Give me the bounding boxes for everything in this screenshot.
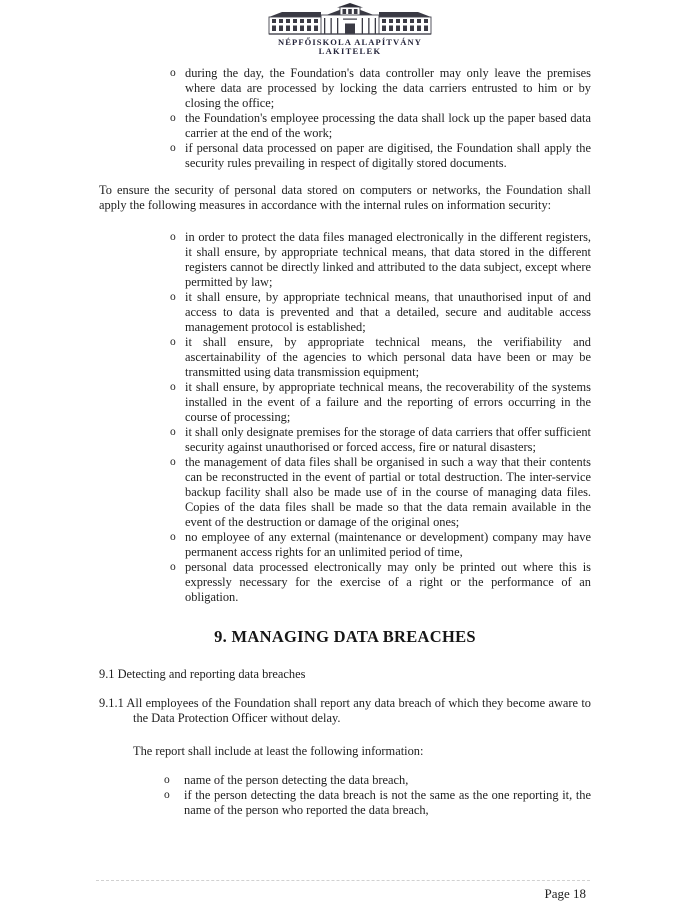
list-item xyxy=(99,530,591,560)
list-item xyxy=(99,335,591,380)
bullet-marker: o xyxy=(170,456,176,468)
bullet-marker: o xyxy=(170,291,176,303)
bullet-marker: o xyxy=(170,142,176,154)
list-item-text: it shall ensure, by appropriate technical means, that unauthorised input of and access to data is prevented and that a detailed, secure and auditable access management protocol is established; xyxy=(185,290,591,334)
report-intro: The report shall include at least the following information: xyxy=(133,744,424,758)
clause-number: 9.1.1 xyxy=(99,696,124,710)
bullet-marker: o xyxy=(164,774,170,786)
electronic-security-list xyxy=(99,230,591,605)
list-item-text: it shall only designate premises for the storage of data carriers that offer sufficient security against unauthorised or forced access, fire or natural disasters; xyxy=(185,425,591,454)
bullet-marker: o xyxy=(170,67,176,79)
bullet-marker: o xyxy=(170,561,176,573)
bullet-marker: o xyxy=(170,381,176,393)
list-item-text: if the person detecting the data breach is not the same as the one reporting it, the name of the person who reported the data breach, xyxy=(184,788,591,817)
list-item-text: in order to protect the data files managed electronically in the different registers, it shall ensure, by appropriate technical means, that data stored in the different registers cannot be directly linked and attributed to the data subject, except where permitted by law; xyxy=(185,230,591,289)
report-contents-list xyxy=(99,773,591,818)
list-item-text: the Foundation's employee processing the data shall lock up the paper based data carrier at the end of the work; xyxy=(185,111,591,140)
list-item-text: if personal data processed on paper are digitised, the Foundation shall apply the security rules prevailing in respect of digitally stored documents. xyxy=(185,141,591,170)
list-item-text: no employee of any external (maintenance or development) company may have permanent access rights for an unlimited period of time, xyxy=(185,530,591,559)
list-item xyxy=(99,141,591,171)
subsection-9-1-1 xyxy=(99,696,591,726)
list-item-text: it shall ensure, by appropriate technical means, the recoverability of the systems installed in the event of a failure and the reporting of errors occurring in the course of processing; xyxy=(185,380,591,424)
bullet-marker: o xyxy=(170,231,176,243)
list-item xyxy=(99,788,591,818)
letterhead-logo xyxy=(0,3,700,56)
intro-paragraph: To ensure the security of personal data stored on computers or networks, the Foundation shall apply the following measures in accordance with the internal rules on information security: xyxy=(99,183,591,212)
list-item-text: it shall ensure, by appropriate technical means, the verifiability and ascertainability of the agencies to which personal data have been or may be transmitted using data transmission equipment; xyxy=(185,335,591,379)
list-item-text: during the day, the Foundation's data controller may only leave the premises where data are processed by locking the data carriers entrusted to him or by closing the office; xyxy=(185,66,591,110)
footer-divider xyxy=(96,880,590,881)
list-item xyxy=(99,773,591,788)
list-item-text: the management of data files shall be organised in such a way that their contents can be reconstructed in the event of partial or total destruction. The inter-service backup facility shall also be made use of in the course of managing data files. Copies of the data files shall be made so that the data remain available in the event of the destruction or damage of the original ones; xyxy=(185,455,591,529)
list-item xyxy=(99,380,591,425)
bullet-marker: o xyxy=(170,336,176,348)
list-item xyxy=(99,230,591,290)
bullet-marker: o xyxy=(170,531,176,543)
bullet-marker: o xyxy=(164,789,170,801)
document-page xyxy=(0,3,700,903)
list-item xyxy=(99,111,591,141)
logo-org-location: LAKITELEK xyxy=(318,46,382,56)
subsection-9-1: 9.1 Detecting and reporting data breaches xyxy=(99,667,306,681)
bullet-marker: o xyxy=(170,112,176,124)
list-item xyxy=(99,455,591,530)
section-heading: 9. MANAGING DATA BREACHES xyxy=(214,627,476,646)
building-icon xyxy=(266,3,434,37)
list-item xyxy=(99,66,591,111)
list-item xyxy=(99,425,591,455)
logo-org-name: NÉPFŐISKOLA ALAPÍTVÁNY xyxy=(278,37,422,47)
document-body xyxy=(99,66,591,818)
list-item xyxy=(99,560,591,605)
list-item xyxy=(99,290,591,335)
paper-security-list xyxy=(99,66,591,171)
list-item-text: name of the person detecting the data breach, xyxy=(184,773,409,787)
bullet-marker: o xyxy=(170,426,176,438)
list-item-text: personal data processed electronically may only be printed out where this is expressly necessary for the exercise of a right or the performance of an obligation. xyxy=(185,560,591,604)
clause-text: All employees of the Foundation shall report any data breach of which they become aware to the Data Protection Officer without delay. xyxy=(126,696,591,725)
page-number: Page 18 xyxy=(544,886,586,901)
